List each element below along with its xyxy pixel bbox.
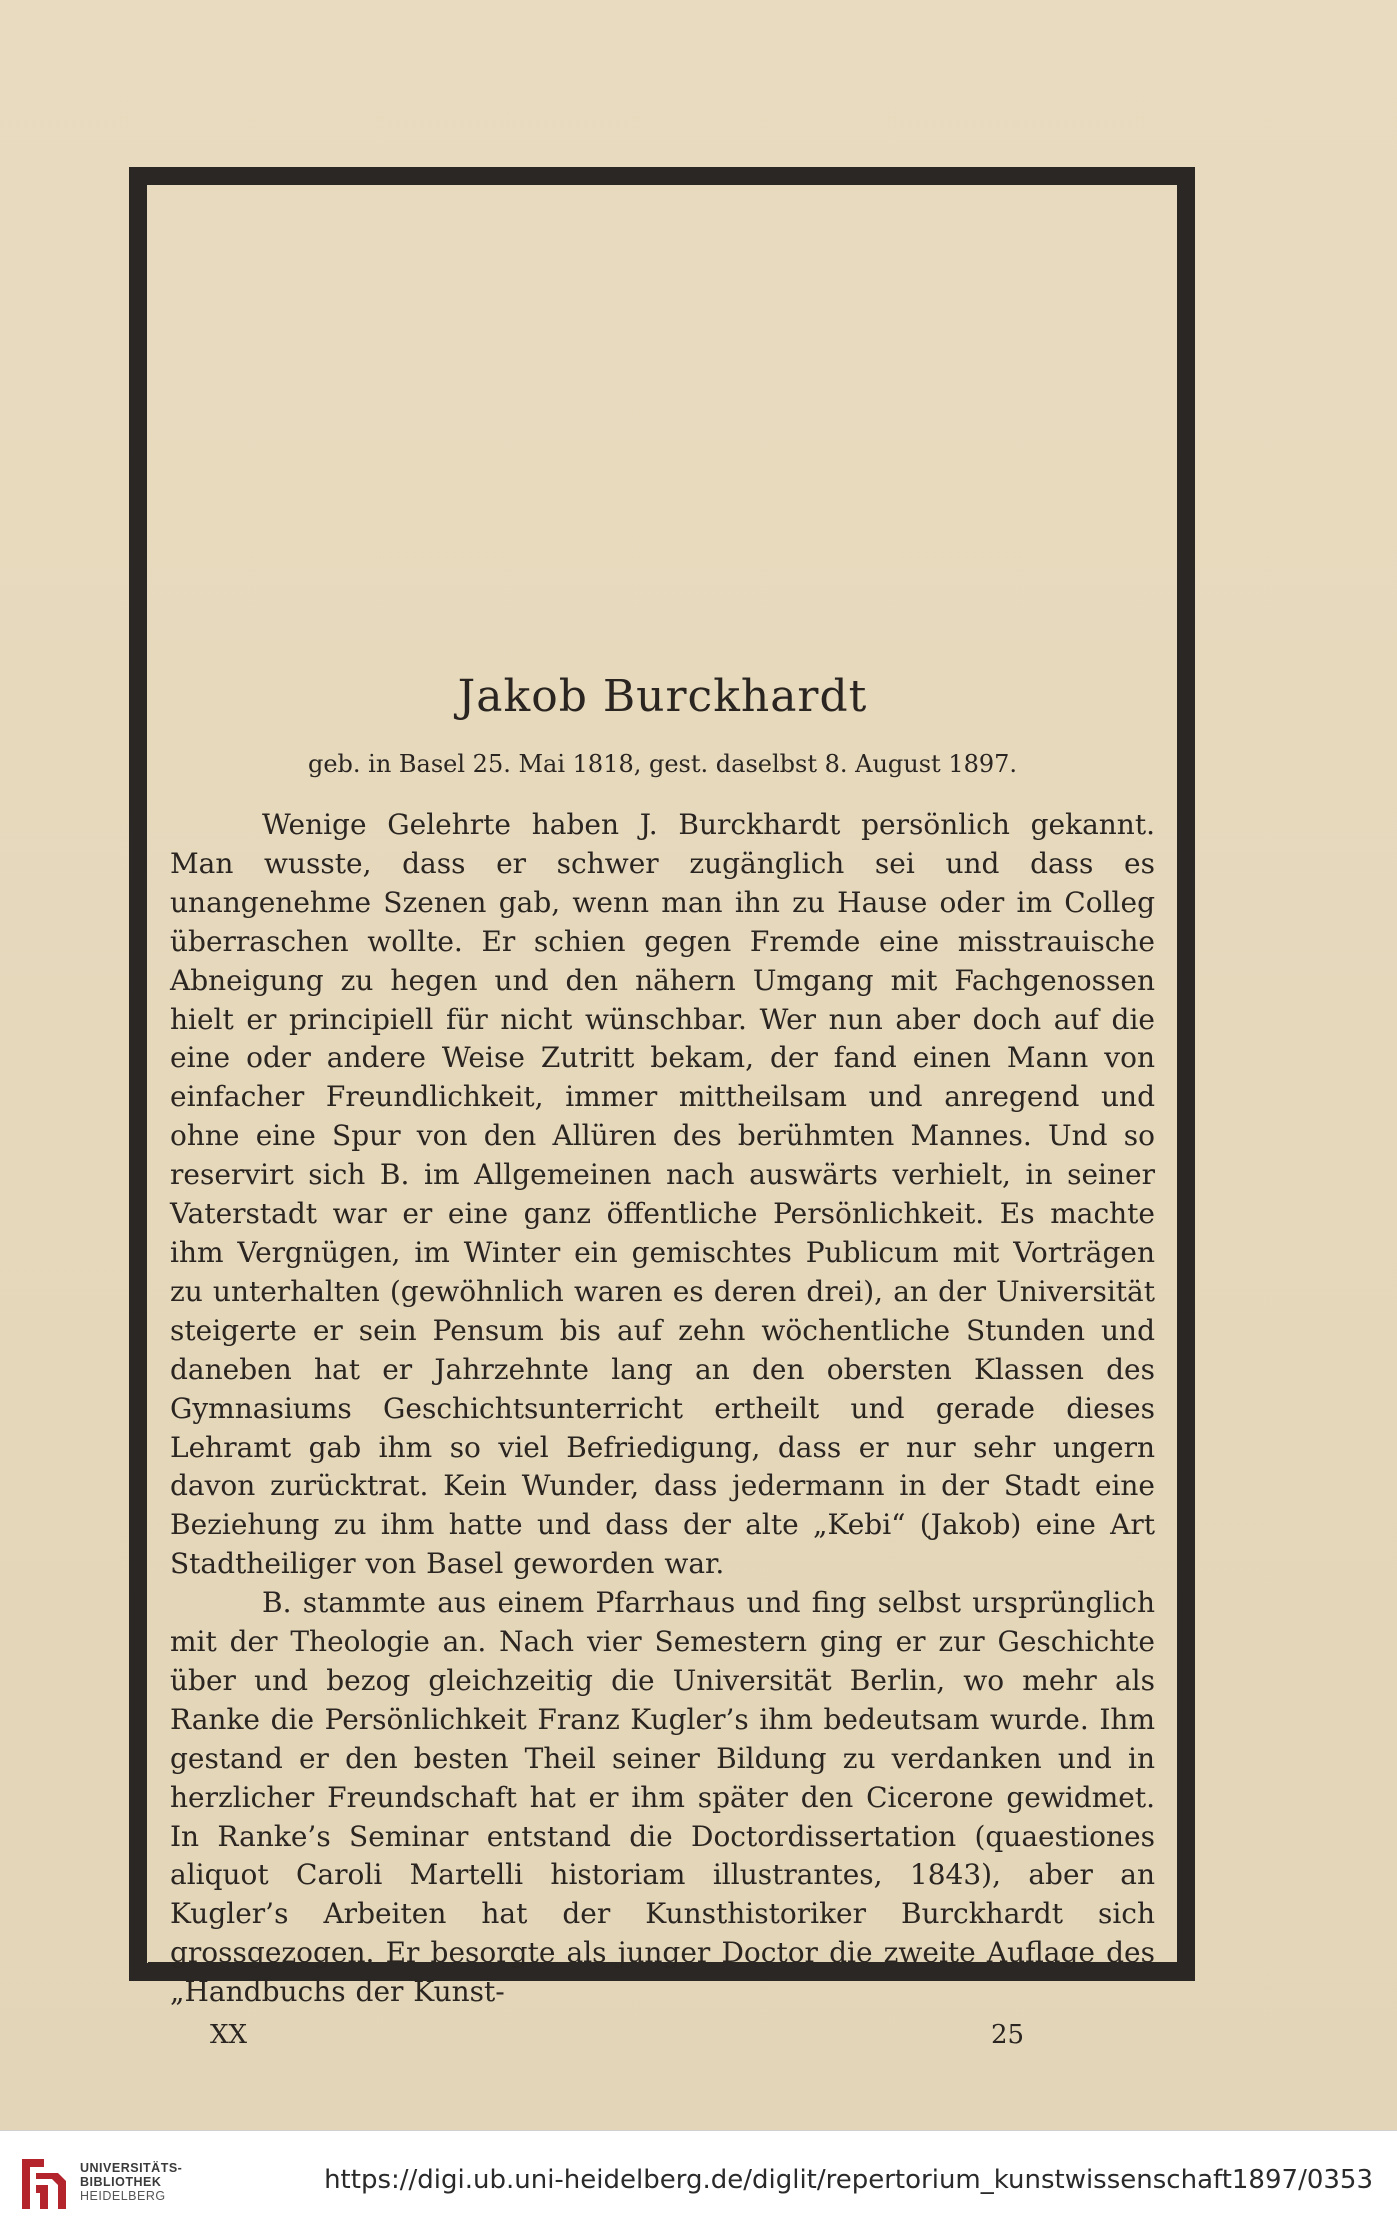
library-name bbox=[80, 2161, 220, 2203]
volume-number: XX bbox=[210, 2020, 248, 2050]
library-name-line3: HEIDELBERG bbox=[80, 2189, 166, 2203]
university-library-logo-icon bbox=[18, 2155, 70, 2213]
paragraph-1: Wenige Gelehrte haben J. Burckhardt persönlich gekannt. Man wusste, dass er schwer zugänglich sei und dass es unangenehme Szenen gab, wenn man ihn zu Hause oder im Colleg überraschen wollte. Er schien gegen Fremde eine misstrauische Abneigung zu hegen und den nähern Umgang mit Fachgenossen hielt er principiell für nicht wünschbar. Wer nun aber doch auf die eine oder andere Weise Zutritt bekam, der fand einen Mann von einfacher Freundlichkeit, immer mittheilsam und anregend und ohne eine Spur von den Allüren des berühmten Mannes. Und so reservirt sich B. im Allgemeinen nach auswärts verhielt, in seiner Vaterstadt war er eine ganz öffentliche Persönlichkeit. Es machte ihm Vergnügen, im Winter ein gemischtes Publicum mit Vorträgen zu unterhalten (gewöhnlich waren es deren drei), an der Universität steigerte er sein Pensum bis auf zehn wöchentliche Stunden und daneben hat er Jahrzehnte lang an den obersten Klassen des Gymnasiums Geschichtsunterricht ertheilt und gerade dieses Lehramt gab ihm so viel Befriedigung, dass er nur sehr ungern davon zurücktrat. Kein Wunder, dass jedermann in der Stadt eine Beziehung zu ihm hatte und dass der alte „Kebi“ (Jakob) eine Art Stadtheiliger von Basel geworden war. bbox=[170, 808, 1155, 1581]
paragraph-2: B. stammte aus einem Pfarrhaus und fing selbst ursprünglich mit der Theologie an. Nach vier Semestern ging er zur Geschichte über und bezog gleichzeitig die Universität Berlin, wo mehr als Ranke die Persönlichkeit Franz Kugler’s ihm bedeutsam wurde. Ihm gestand er den besten Theil seiner Bildung zu verdanken und in herzlicher Freundschaft hat er ihm später den Cicerone gewidmet. In Ranke’s Seminar entstand die Doctordissertation (quaestiones aliquot Caroli Martelli historiam illustrantes, 1843), aber an Kugler’s Arbeiten hat der Kunsthistoriker Burckhardt sich grossgezogen. Er besorgte als junger Doctor die zweite Auflage des „Handbuchs der Kunst- bbox=[170, 1586, 1155, 2009]
article-subtitle: geb. in Basel 25. Mai 1818, gest. daselbst 8. August 1897. bbox=[307, 750, 1018, 778]
permalink-url[interactable]: https://digi.ub.uni-heidelberg.de/diglit/repertorium_kunstwissenschaft1897/0353 bbox=[324, 2165, 1373, 2195]
library-name-line2: BIBLIOTHEK bbox=[80, 2175, 162, 2189]
digital-library-footer bbox=[0, 2130, 1397, 2235]
library-name-line1: UNIVERSITÄTS- bbox=[80, 2161, 183, 2175]
page-number: 25 bbox=[991, 2020, 1025, 2050]
obituary-article bbox=[170, 668, 1155, 2012]
article-title: Jakob Burckhardt bbox=[457, 671, 868, 722]
